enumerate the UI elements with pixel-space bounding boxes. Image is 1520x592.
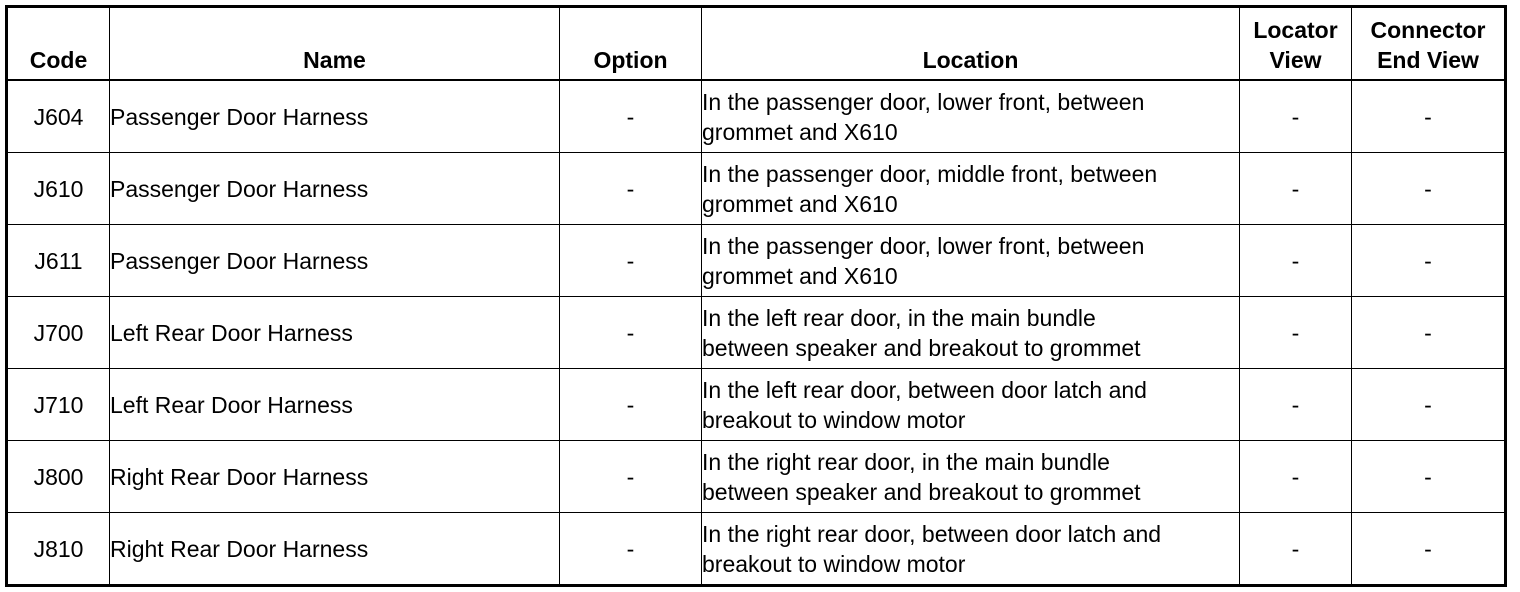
cell-location-line2: between speaker and breakout to grommet bbox=[702, 478, 1141, 505]
cell-location-line2: between speaker and breakout to grommet bbox=[702, 334, 1141, 361]
cell-connector-end-view: - bbox=[1352, 441, 1506, 513]
cell-name: Right Rear Door Harness bbox=[110, 513, 560, 586]
cell-connector-end-view: - bbox=[1352, 297, 1506, 369]
cell-name: Passenger Door Harness bbox=[110, 225, 560, 297]
header-location: Location bbox=[702, 7, 1240, 81]
cell-name: Passenger Door Harness bbox=[110, 80, 560, 153]
cell-location bbox=[702, 513, 1240, 586]
table-row bbox=[7, 297, 1506, 369]
cell-location-line1: In the right rear door, between door latch and bbox=[702, 520, 1162, 547]
cell-option: - bbox=[560, 153, 702, 225]
header-connector-end-view bbox=[1352, 7, 1506, 81]
cell-location-line1: In the passenger door, lower front, between bbox=[702, 232, 1145, 259]
table-row bbox=[7, 441, 1506, 513]
cell-location-line2: grommet and X610 bbox=[702, 118, 898, 145]
header-connector-end-view-line1: Connector bbox=[1370, 17, 1486, 43]
cell-name: Left Rear Door Harness bbox=[110, 297, 560, 369]
cell-location bbox=[702, 441, 1240, 513]
cell-locator-view: - bbox=[1240, 80, 1352, 153]
header-locator-view-line2: View bbox=[1269, 47, 1322, 73]
cell-locator-view: - bbox=[1240, 225, 1352, 297]
cell-location-line1: In the right rear door, in the main bundle bbox=[702, 448, 1110, 475]
header-locator-view bbox=[1240, 7, 1352, 81]
header-locator-view-line1: Locator bbox=[1253, 17, 1338, 43]
cell-option: - bbox=[560, 369, 702, 441]
cell-locator-view: - bbox=[1240, 297, 1352, 369]
cell-location-line2: grommet and X610 bbox=[702, 190, 898, 217]
cell-name: Right Rear Door Harness bbox=[110, 441, 560, 513]
cell-connector-end-view: - bbox=[1352, 513, 1506, 586]
cell-option: - bbox=[560, 513, 702, 586]
cell-name: Left Rear Door Harness bbox=[110, 369, 560, 441]
cell-code: J810 bbox=[7, 513, 110, 586]
cell-code: J604 bbox=[7, 80, 110, 153]
cell-code: J710 bbox=[7, 369, 110, 441]
cell-location bbox=[702, 80, 1240, 153]
cell-location-line2: breakout to window motor bbox=[702, 550, 966, 577]
header-name: Name bbox=[110, 7, 560, 81]
table-row bbox=[7, 513, 1506, 586]
cell-location bbox=[702, 153, 1240, 225]
cell-option: - bbox=[560, 297, 702, 369]
table-row bbox=[7, 369, 1506, 441]
cell-code: J700 bbox=[7, 297, 110, 369]
cell-location-line1: In the passenger door, middle front, between bbox=[702, 160, 1158, 187]
cell-location-line1: In the passenger door, lower front, between bbox=[702, 88, 1145, 115]
cell-name: Passenger Door Harness bbox=[110, 153, 560, 225]
cell-location-line1: In the left rear door, between door latch and bbox=[702, 376, 1147, 403]
table-row bbox=[7, 225, 1506, 297]
cell-option: - bbox=[560, 225, 702, 297]
cell-location-line2: breakout to window motor bbox=[702, 406, 966, 433]
table-row bbox=[7, 80, 1506, 153]
header-connector-end-view-line2: End View bbox=[1377, 47, 1479, 73]
cell-option: - bbox=[560, 441, 702, 513]
cell-location-line1: In the left rear door, in the main bundle bbox=[702, 304, 1096, 331]
cell-locator-view: - bbox=[1240, 153, 1352, 225]
cell-location bbox=[702, 225, 1240, 297]
cell-connector-end-view: - bbox=[1352, 225, 1506, 297]
cell-locator-view: - bbox=[1240, 369, 1352, 441]
cell-code: J610 bbox=[7, 153, 110, 225]
cell-location-line2: grommet and X610 bbox=[702, 262, 898, 289]
header-option: Option bbox=[560, 7, 702, 81]
table-row bbox=[7, 153, 1506, 225]
harness-connector-table bbox=[5, 5, 1507, 587]
table-header-row bbox=[7, 7, 1506, 81]
cell-locator-view: - bbox=[1240, 441, 1352, 513]
cell-option: - bbox=[560, 80, 702, 153]
header-code: Code bbox=[7, 7, 110, 81]
cell-connector-end-view: - bbox=[1352, 153, 1506, 225]
cell-location bbox=[702, 297, 1240, 369]
cell-locator-view: - bbox=[1240, 513, 1352, 586]
cell-code: J800 bbox=[7, 441, 110, 513]
cell-connector-end-view: - bbox=[1352, 369, 1506, 441]
cell-location bbox=[702, 369, 1240, 441]
cell-connector-end-view: - bbox=[1352, 80, 1506, 153]
cell-code: J611 bbox=[7, 225, 110, 297]
